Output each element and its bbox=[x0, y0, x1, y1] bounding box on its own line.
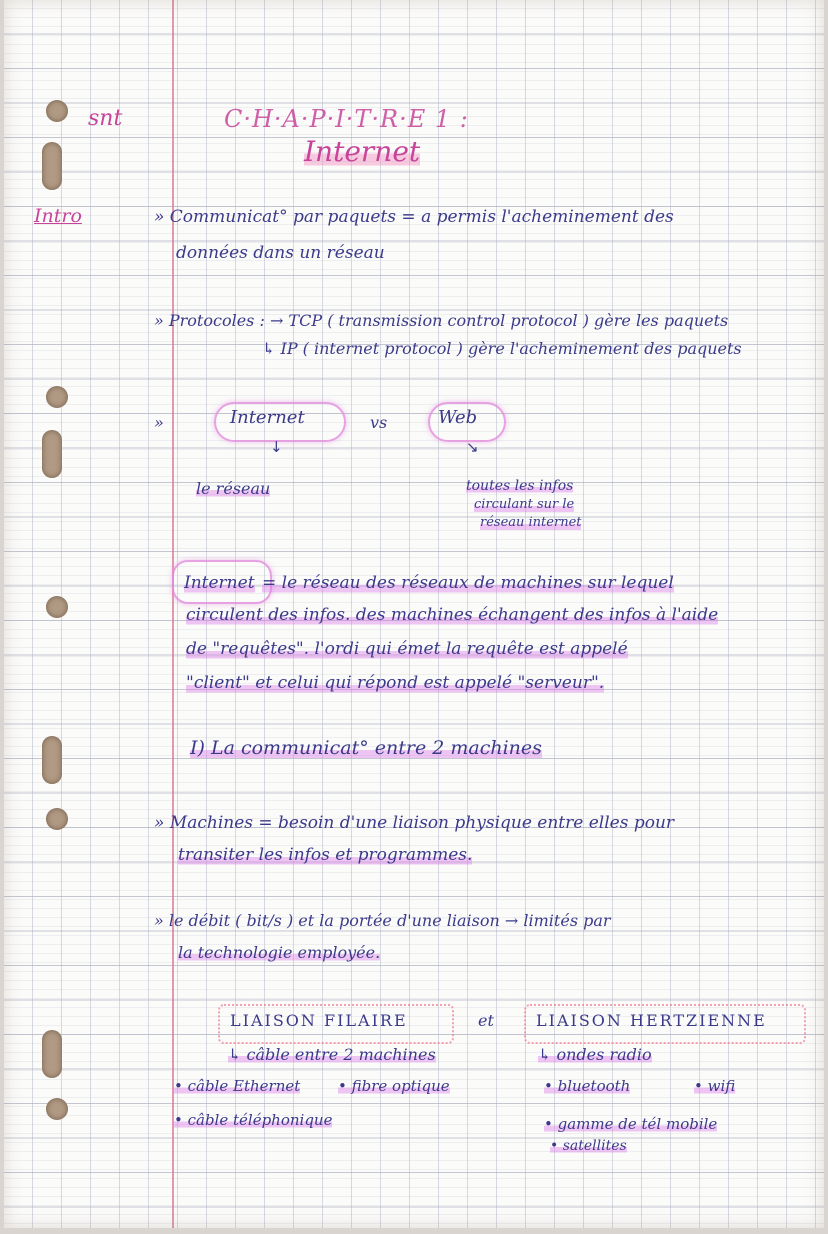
filaire-definition: ↳ câble entre 2 machines bbox=[228, 1045, 436, 1064]
internet-word: Internet bbox=[230, 407, 305, 428]
definition-term: Internet bbox=[184, 573, 255, 593]
binder-slot bbox=[42, 430, 62, 478]
chapter-subtitle: Internet bbox=[304, 135, 421, 168]
definition-line: "client" et celui qui répond est appelé "serveur". bbox=[186, 673, 605, 693]
web-word: Web bbox=[438, 407, 478, 428]
web-description-line: toutes les infos bbox=[466, 478, 574, 494]
hertz-item: • gamme de tél mobile bbox=[544, 1115, 718, 1133]
section-title: I) La communicat° entre 2 machines bbox=[190, 737, 542, 759]
chapter-title: C·H·A·P·I·T·R·E 1 : bbox=[224, 105, 469, 133]
filaire-title: LIAISON FILAIRE bbox=[230, 1011, 408, 1030]
bullet-marker: » bbox=[154, 413, 164, 432]
hertz-title: LIAISON HERTZIENNE bbox=[536, 1011, 767, 1030]
binder-slot bbox=[42, 736, 62, 784]
vs-word: vs bbox=[370, 413, 388, 432]
hertz-definition: ↳ ondes radio bbox=[538, 1045, 652, 1064]
protocols-line-tcp: » Protocoles : → TCP ( transmission control protocol ) gère les paquets bbox=[154, 311, 729, 330]
debit-line: la technologie employée. bbox=[178, 943, 381, 962]
binder-slot bbox=[42, 142, 62, 190]
hertz-item: • wifi bbox=[694, 1077, 736, 1095]
definition-line: = le réseau des réseaux de machines sur lequel bbox=[262, 573, 674, 593]
machines-line: » Machines = besoin d'une liaison physique entre elles pour bbox=[154, 813, 675, 833]
protocols-line-ip: ↳ IP ( internet protocol ) gère l'acheminement des paquets bbox=[262, 339, 742, 358]
binder-slot bbox=[42, 1030, 62, 1078]
filaire-item: • câble Ethernet bbox=[174, 1077, 301, 1095]
arrow-down-icon: ↓ bbox=[270, 438, 283, 456]
binder-hole bbox=[46, 100, 68, 122]
notebook-page bbox=[4, 0, 824, 1228]
binder-hole bbox=[46, 386, 68, 408]
hertz-item: • bluetooth bbox=[544, 1077, 631, 1095]
intro-paragraph-line: » Communicat° par paquets = a permis l'acheminement des bbox=[154, 207, 674, 227]
filaire-item: • câble téléphonique bbox=[174, 1111, 333, 1129]
subject-label: snt bbox=[88, 106, 123, 131]
liaisons-connector: et bbox=[478, 1011, 494, 1030]
web-description-line: circulant sur le bbox=[474, 497, 575, 512]
debit-line: » le débit ( bit/s ) et la portée d'une liaison → limités par bbox=[154, 911, 611, 930]
internet-description: le réseau bbox=[196, 479, 271, 498]
intro-margin-label: Intro bbox=[34, 205, 82, 227]
intro-paragraph-line: données dans un réseau bbox=[176, 243, 385, 263]
web-description-line: réseau internet bbox=[480, 515, 582, 530]
definition-line: circulent des infos. des machines échangent des infos à l'aide bbox=[186, 605, 719, 625]
machines-line: transiter les infos et programmes. bbox=[178, 845, 473, 865]
hertz-item: • satellites bbox=[550, 1138, 627, 1154]
definition-line: de "requêtes". l'ordi qui émet la requête est appelé bbox=[186, 639, 628, 659]
arrow-down-right-icon: ↘ bbox=[466, 438, 479, 456]
binder-hole bbox=[46, 596, 68, 618]
binder-hole bbox=[46, 1098, 68, 1120]
filaire-item: • fibre optique bbox=[338, 1077, 450, 1095]
binder-hole bbox=[46, 808, 68, 830]
